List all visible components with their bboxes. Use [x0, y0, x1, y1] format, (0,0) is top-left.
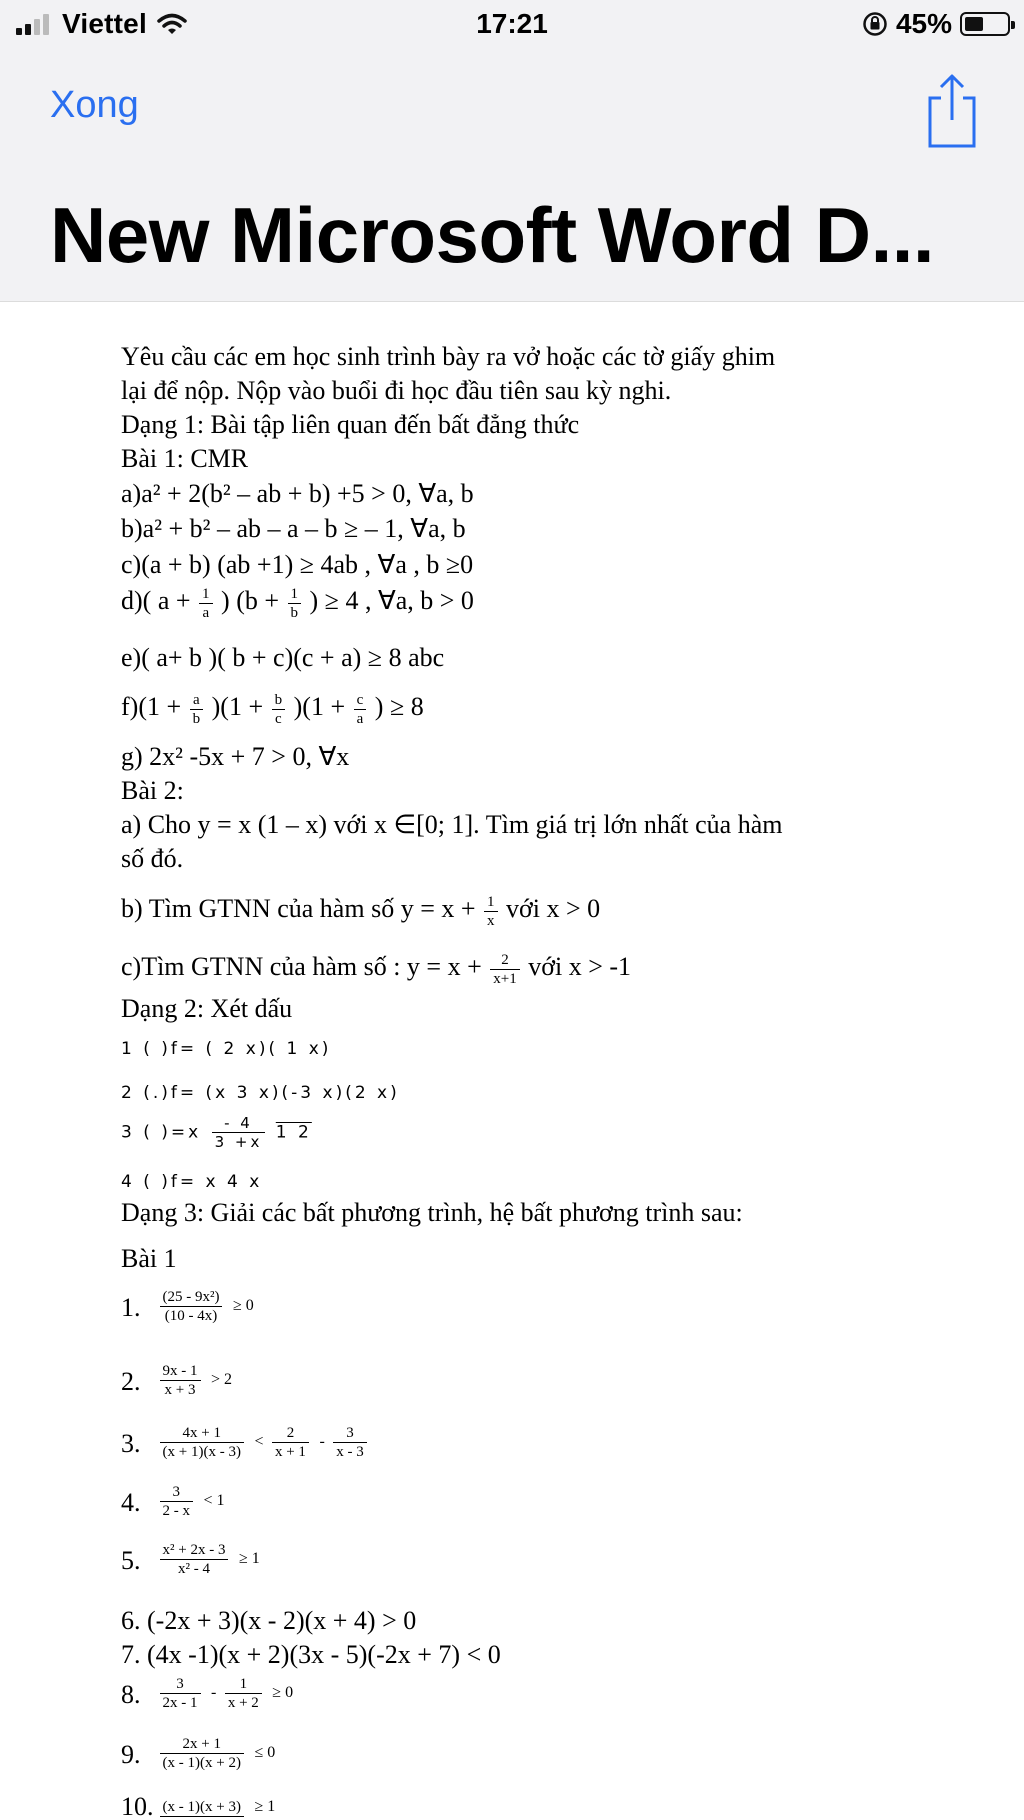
frac-den: 2x - 1: [160, 1693, 201, 1712]
exercise-tail: ≤ 0: [254, 1744, 276, 1762]
clock: 17:21: [476, 8, 548, 39]
s1-f-mid-1: )(1 +: [211, 692, 264, 721]
exercise-2: [121, 1361, 232, 1399]
exercise-1: [121, 1287, 254, 1325]
exercise-number: 9.: [121, 1739, 141, 1769]
s1-f-post: ) ≥ 8: [374, 692, 424, 721]
s2-b-pre: b) Tìm GTNN của hàm số y = x +: [121, 894, 476, 923]
frac-den: x² - 4: [160, 1559, 229, 1578]
s3-bai1: Bài 1: [121, 1244, 177, 1273]
exercise-fraction-2: [225, 1675, 262, 1712]
exercise-number: 10.: [121, 1792, 154, 1820]
exercise-tail: ≥ 1: [254, 1798, 276, 1816]
intro-line-1: Yêu cầu các em học sinh trình bày ra vở hoặc các tờ giấy ghim: [121, 342, 776, 371]
exercise-number: 3.: [121, 1428, 141, 1458]
document-title: New Microsoft Word D...: [50, 191, 935, 279]
status-bar: [0, 0, 1024, 50]
frac-den: 3 +x: [212, 1132, 266, 1151]
exercise-fraction-3: [333, 1424, 367, 1461]
frac-num: 4x + 1: [182, 1424, 221, 1441]
section-1-title: Dạng 1: Bài tập liên quan đến bất đẳng thức: [121, 410, 580, 439]
frac-den: (10 - 4x): [160, 1306, 223, 1325]
section-3-title: Dạng 3: Giải các bất phương trình, hệ bất phương trình sau:: [121, 1198, 743, 1227]
s1-d-frac-2: [288, 585, 302, 622]
frac-den: b: [190, 709, 204, 728]
done-button[interactable]: Xong: [50, 84, 139, 126]
exercise-fraction: [160, 1362, 201, 1399]
exercise-3: [121, 1423, 369, 1461]
exercise-tail: > 2: [211, 1371, 233, 1389]
s1-f-frac-2: [272, 691, 286, 728]
exercise-tail: ≥ 1: [238, 1550, 260, 1568]
xd-3-post: 1 2: [275, 1122, 312, 1143]
exercise-operator-2: -: [319, 1433, 325, 1451]
exercise-tail: < 1: [203, 1492, 225, 1510]
s2-item-c: [121, 950, 631, 988]
status-right: [862, 8, 1010, 40]
orientation-lock-icon: [862, 11, 888, 37]
frac-den: x: [484, 911, 498, 930]
exercise-fraction: [160, 1483, 194, 1520]
section-2-title: Dạng 2: Xét dấu: [121, 994, 293, 1023]
frac-num: 1: [487, 893, 495, 910]
exercise-number: 2.: [121, 1366, 141, 1396]
exercise-10: [121, 1788, 275, 1820]
frac-num: a: [193, 691, 200, 708]
exercise-8: [121, 1674, 293, 1712]
exercise-fraction: [160, 1675, 201, 1712]
frac-den: 2 - x: [160, 1501, 194, 1520]
battery-fill: [965, 17, 983, 31]
frac-den: [160, 1816, 244, 1817]
exercise-fraction: [160, 1424, 244, 1461]
s2-b-post: với x > 0: [506, 894, 601, 923]
frac-num: (x - 1)(x + 3): [162, 1798, 241, 1815]
frac-den: x - 3: [333, 1442, 367, 1461]
frac-den: x + 3: [160, 1380, 201, 1399]
exercise-fraction: [160, 1288, 223, 1325]
frac-den: (x - 1)(x + 2): [160, 1753, 244, 1772]
frac-num: b: [274, 691, 283, 708]
frac-num: (25 - 9x²): [162, 1288, 220, 1305]
battery-percent: 45%: [895, 8, 952, 39]
exercise-fraction-2: [272, 1424, 309, 1461]
exercise-tail: ≥ 0: [232, 1297, 254, 1315]
frac-den: x + 2: [225, 1693, 262, 1712]
xet-dau-1: 1 ( )f= ( 2 x)( 1 x): [121, 1039, 332, 1059]
s1-f-pre: f)(1 +: [121, 692, 182, 721]
frac-den: (x + 1)(x - 3): [160, 1442, 244, 1461]
share-button[interactable]: [922, 68, 982, 154]
exercise-9: [121, 1734, 275, 1772]
frac-num: 3: [346, 1424, 354, 1441]
s1-d-post: ) ≥ 4 , ∀a, b > 0: [309, 586, 474, 615]
frac-num: 3: [172, 1483, 180, 1500]
frac-num: 1: [202, 585, 210, 602]
s2-c-pre: c)Tìm GTNN của hàm số : y = x +: [121, 952, 482, 981]
frac-den: a: [354, 709, 367, 728]
xd-3-frac: [212, 1114, 266, 1151]
xet-dau-4: 4 ( )f= x 4 x: [121, 1172, 263, 1192]
exercise-fraction: [160, 1798, 244, 1817]
s1-f-frac-1: [190, 691, 204, 728]
frac-den: c: [272, 709, 286, 728]
s1-item-c: c)(a + b) (ab +1) ≥ 4ab , ∀a , b ≥0: [121, 550, 474, 579]
exercise-operator: <: [254, 1433, 264, 1451]
s1-item-g: g) 2x² -5x + 7 > 0, ∀x: [121, 742, 350, 771]
s1-item-a: a)a² + 2(b² – ab + b) +5 > 0, ∀a, b: [121, 479, 474, 508]
s2-b-frac: [484, 893, 498, 930]
frac-num: x² + 2x - 3: [162, 1541, 226, 1558]
navigation-header: [0, 50, 1024, 302]
frac-den: x + 1: [272, 1442, 309, 1461]
exercise-5: [121, 1540, 260, 1578]
exercise-tail: ≥ 0: [272, 1684, 294, 1702]
s1-item-e: e)( a+ b )( b + c)(c + a) ≥ 8 abc: [121, 643, 445, 672]
s1-d-mid: ) (b +: [221, 586, 280, 615]
s1-d-pre: d)( a +: [121, 586, 191, 615]
s1-d-frac-1: [199, 585, 213, 622]
exercise-fraction: [160, 1735, 244, 1772]
xd-3-pre: 3 ( )=x: [121, 1122, 202, 1143]
xet-dau-2: 2 (.)f= (x 3 x)(-3 x)(2 x): [121, 1083, 400, 1103]
s2-c-frac: [490, 951, 519, 988]
s1-f-mid-2: )(1 +: [293, 692, 346, 721]
share-icon: [924, 70, 980, 150]
frac-num: - 4: [224, 1114, 253, 1132]
exercise-number: 8.: [121, 1679, 141, 1709]
s2-c-post: với x > -1: [528, 952, 632, 981]
s1-f-frac-3: [354, 691, 367, 728]
carrier-name: Viettel: [62, 8, 147, 39]
frac-num: 9x - 1: [162, 1362, 198, 1379]
exercise-number: 5.: [121, 1545, 141, 1575]
s1-item-d: [121, 584, 474, 622]
frac-num: 1: [239, 1675, 248, 1692]
frac-den: x+1: [490, 969, 519, 988]
frac-num: c: [356, 691, 364, 708]
frac-den: b: [288, 603, 302, 622]
s1-item-b: b)a² + b² – ab – a – b ≥ – 1, ∀a, b: [121, 514, 466, 543]
frac-den: a: [199, 603, 213, 622]
exercise-7: 7. (4x -1)(x + 2)(3x - 5)(-2x + 7) < 0: [121, 1640, 501, 1669]
exercise-fraction: [160, 1541, 229, 1578]
s2-item-a-line1: a) Cho y = x (1 – x) với x ∈[0; 1]. Tìm giá trị lớn nhất của hàm: [121, 810, 783, 839]
xet-dau-3: [121, 1114, 312, 1151]
exercise-6: 6. (-2x + 3)(x - 2)(x + 4) > 0: [121, 1606, 417, 1635]
frac-num: 2x + 1: [182, 1735, 221, 1752]
battery-icon: [960, 12, 1010, 36]
s2-item-b: [121, 892, 600, 930]
exercise-operator: -: [211, 1684, 217, 1702]
exercise-number: 4.: [121, 1487, 141, 1517]
s1-bai2: Bài 2:: [121, 776, 184, 805]
battery-nub: [1011, 21, 1015, 29]
frac-num: 2: [501, 951, 509, 968]
s1-bai1: Bài 1: CMR: [121, 444, 249, 473]
s1-item-f: [121, 690, 424, 728]
frac-num: 1: [290, 585, 299, 602]
frac-num: 2: [286, 1424, 295, 1441]
intro-line-2: lại để nộp. Nộp vào buổi đi học đầu tiên sau kỳ nghi.: [121, 376, 672, 405]
frac-num: 3: [176, 1675, 184, 1692]
exercise-4: [121, 1482, 225, 1520]
s2-item-a-line2: số đó.: [121, 844, 184, 873]
exercise-number: 1.: [121, 1292, 141, 1322]
